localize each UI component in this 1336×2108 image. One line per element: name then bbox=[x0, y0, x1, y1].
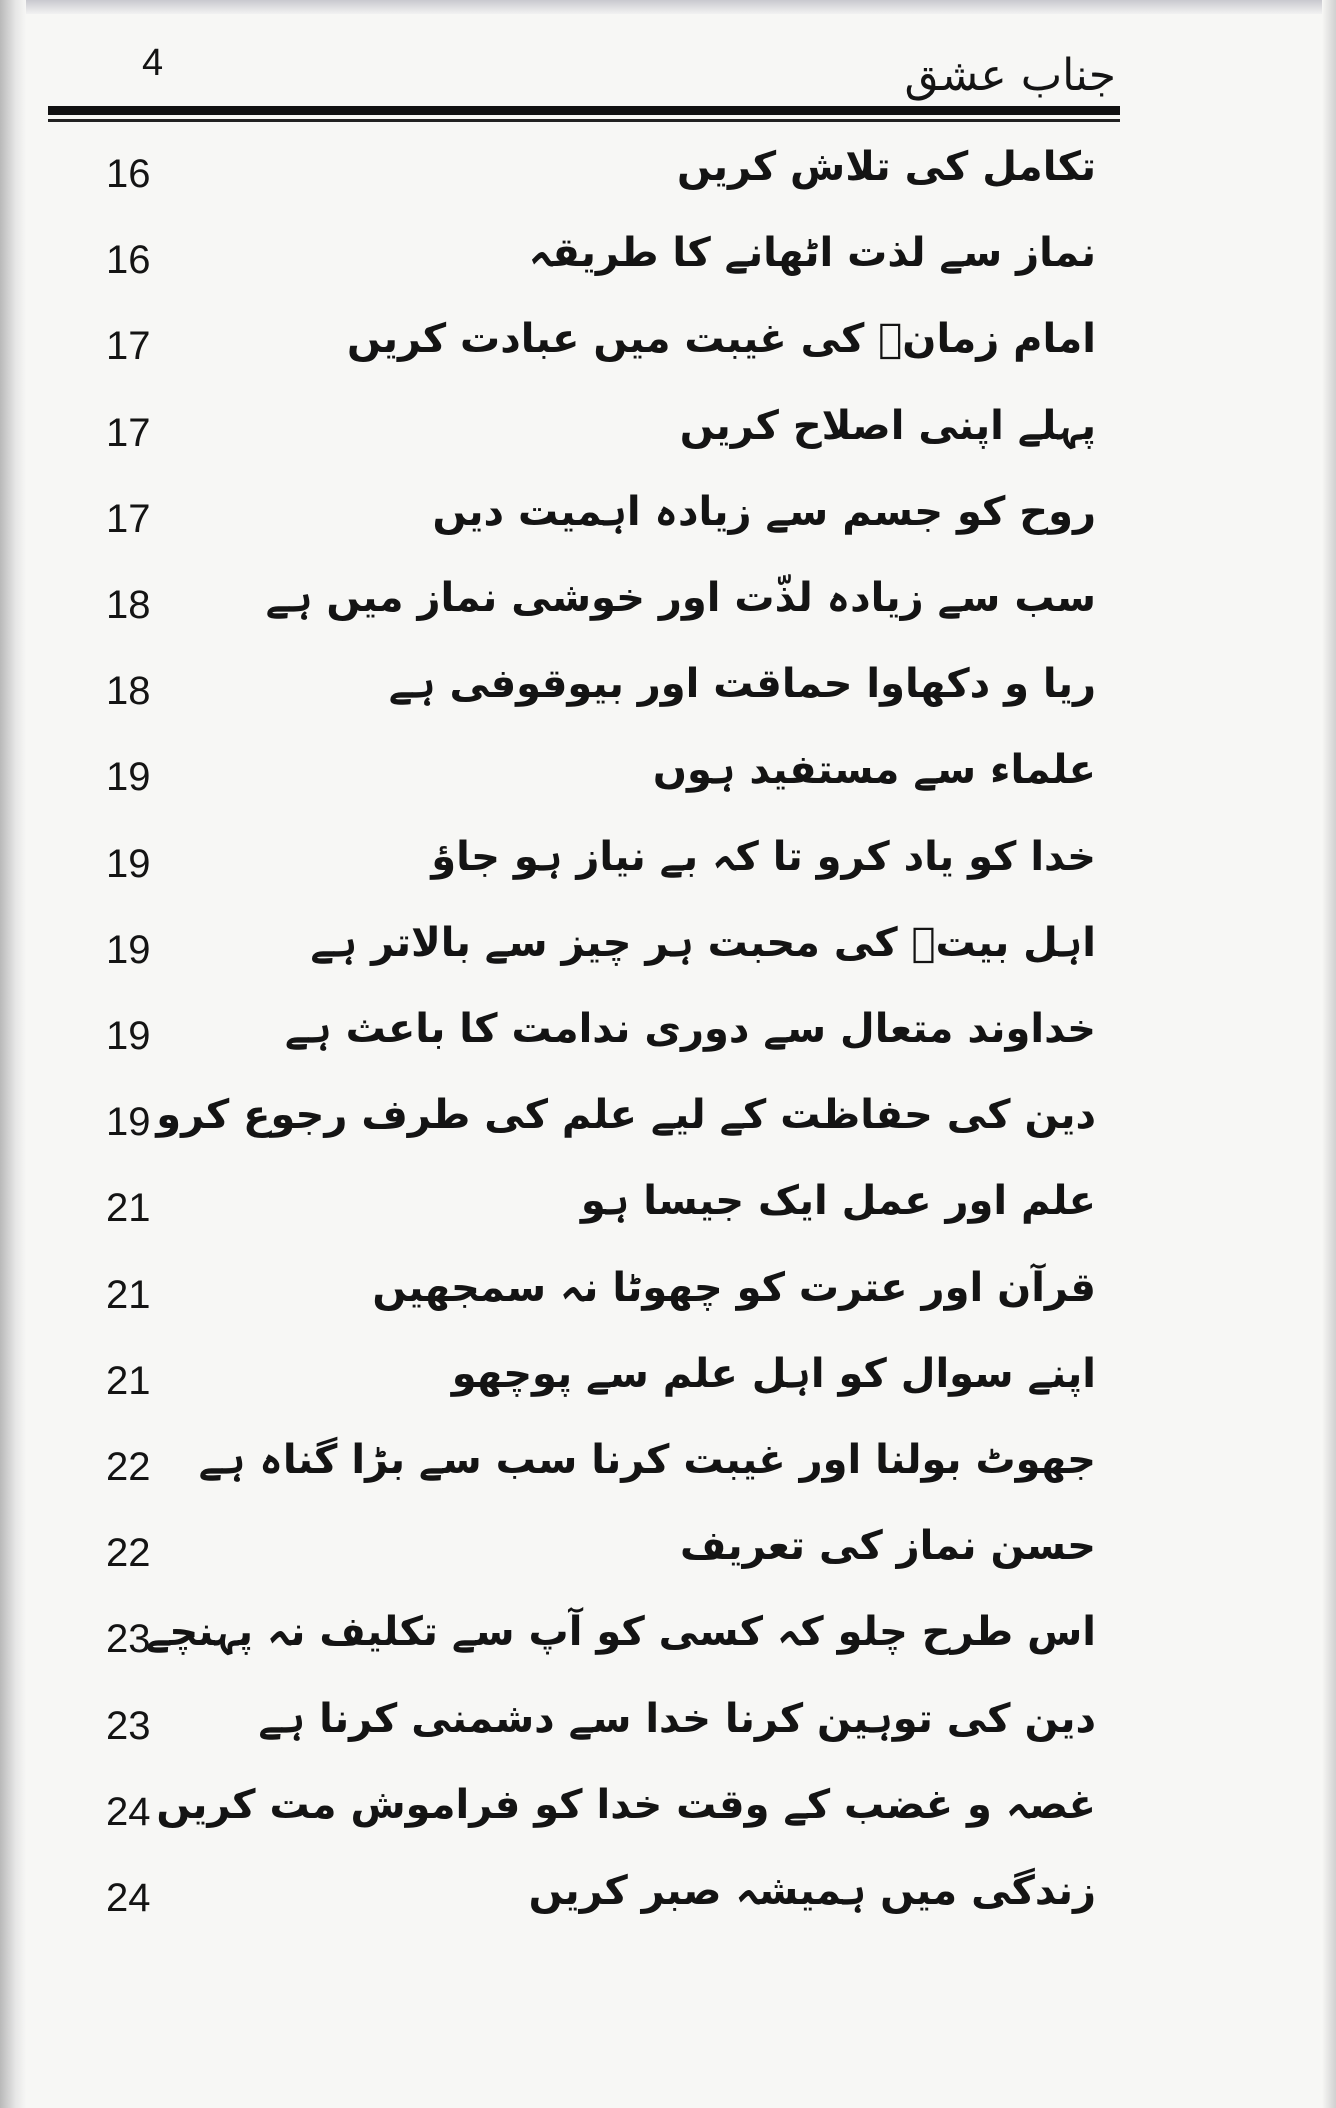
toc-entry-title: اہل بیتؑ کی محبت ہر چیز سے بالاتر ہے bbox=[310, 919, 1096, 966]
toc-entry-page: 23 bbox=[106, 1617, 151, 1662]
toc-entry bbox=[0, 1433, 1336, 1519]
toc-entry-title: دین کی توہین کرنا خدا سے دشمنی کرنا ہے bbox=[258, 1695, 1096, 1742]
toc-entry bbox=[0, 1347, 1336, 1433]
toc-entry-page: 18 bbox=[106, 583, 151, 627]
toc-entry bbox=[0, 1088, 1336, 1174]
toc-entry-title: خداوند متعال سے دوری ندامت کا باعث ہے bbox=[284, 1006, 1096, 1052]
toc-entry-title: حسن نماز کی تعریف bbox=[679, 1523, 1096, 1570]
toc-entry bbox=[0, 1778, 1336, 1864]
header-rule-thin bbox=[48, 119, 1120, 122]
toc-entry-title: امام زمانؑ کی غیبت میں عبادت کریں bbox=[346, 316, 1096, 363]
toc-entry bbox=[0, 1519, 1336, 1605]
toc-entry-page: 17 bbox=[106, 410, 151, 455]
toc-entry-title: ریا و دکھاوا حماقت اور بیوقوفی ہے bbox=[388, 661, 1096, 708]
toc-entry bbox=[0, 1261, 1336, 1347]
toc-entry bbox=[0, 226, 1336, 312]
toc-entry-page: 22 bbox=[106, 1445, 151, 1489]
toc-entry bbox=[0, 1864, 1336, 1950]
toc-entry bbox=[0, 571, 1336, 657]
toc-entry bbox=[0, 916, 1336, 1002]
running-title: جناب عشق bbox=[904, 50, 1116, 101]
toc-entry-title: اس طرح چلو کہ کسی کو آپ سے تکلیف نہ پہنچے bbox=[145, 1609, 1096, 1656]
toc-entry-page: 21 bbox=[106, 1186, 151, 1231]
toc-entry-title: خدا کو یاد کرو تا کہ بے نیاز ہو جاؤ bbox=[431, 833, 1096, 880]
toc-entry bbox=[0, 743, 1336, 829]
toc-entry-title: علم اور عمل ایک جیسا ہو bbox=[580, 1178, 1096, 1225]
toc-entry-title: جھوٹ بولنا اور غیبت کرنا سب سے بڑا گناہ ہے bbox=[198, 1437, 1096, 1483]
toc-entry-page: 16 bbox=[106, 238, 151, 283]
page-number: 4 bbox=[142, 42, 164, 84]
toc-entry-title: قرآن اور عترت کو چھوٹا نہ سمجھیں bbox=[372, 1264, 1096, 1311]
toc-entry-page: 23 bbox=[106, 1703, 151, 1748]
toc-entry-title: علماء سے مستفید ہوں bbox=[652, 747, 1096, 794]
toc-entry-page: 19 bbox=[106, 755, 151, 800]
toc-entry-page: 24 bbox=[106, 1876, 151, 1920]
toc-entry-page: 21 bbox=[106, 1358, 151, 1403]
header-rule bbox=[48, 106, 1120, 115]
toc-entry-page: 24 bbox=[106, 1789, 151, 1834]
toc-entry bbox=[0, 485, 1336, 571]
toc-entry-title: سب سے زیادہ لذّت اور خوشی نماز میں ہے bbox=[265, 575, 1096, 621]
toc-entry-page: 21 bbox=[106, 1272, 151, 1317]
scan-edge-top bbox=[0, 0, 1336, 14]
toc-entry bbox=[0, 1692, 1336, 1778]
toc-entry-page: 17 bbox=[106, 496, 151, 541]
toc-entry-page: 19 bbox=[106, 927, 151, 972]
toc-entry-title: دین کی حفاظت کے لیے علم کی طرف رجوع کرو bbox=[156, 1092, 1096, 1139]
toc-entry bbox=[0, 1605, 1336, 1691]
toc-entry-title: اپنے سوال کو اہل علم سے پوچھو bbox=[451, 1350, 1096, 1397]
toc-entry bbox=[0, 657, 1336, 743]
toc-entry bbox=[0, 312, 1336, 398]
toc-entry-page: 16 bbox=[106, 152, 151, 196]
toc-entry bbox=[0, 830, 1336, 916]
toc-entry-title: زندگی میں ہمیشہ صبر کریں bbox=[528, 1868, 1096, 1914]
toc-entry bbox=[0, 1002, 1336, 1088]
toc-entry-page: 17 bbox=[106, 324, 151, 369]
toc-entry bbox=[0, 1174, 1336, 1260]
toc-entry-page: 19 bbox=[106, 1014, 151, 1058]
toc-entry-page: 19 bbox=[106, 841, 151, 886]
toc-entry-title: پہلے اپنی اصلاح کریں bbox=[679, 402, 1096, 449]
toc-entry bbox=[0, 399, 1336, 485]
toc-entry-page: 22 bbox=[106, 1531, 151, 1576]
toc-entry-page: 19 bbox=[106, 1100, 151, 1145]
toc-entry-page: 18 bbox=[106, 669, 151, 714]
toc-entry-title: نماز سے لذت اٹھانے کا طریقہ bbox=[528, 230, 1096, 277]
toc-entry-title: غصہ و غضب کے وقت خدا کو فراموش مت کریں bbox=[156, 1781, 1096, 1828]
toc-entry-title: تکامل کی تلاش کریں bbox=[676, 144, 1096, 190]
toc-entry bbox=[0, 140, 1336, 226]
toc-entry-title: روح کو جسم سے زیادہ اہمیت دیں bbox=[432, 488, 1096, 535]
